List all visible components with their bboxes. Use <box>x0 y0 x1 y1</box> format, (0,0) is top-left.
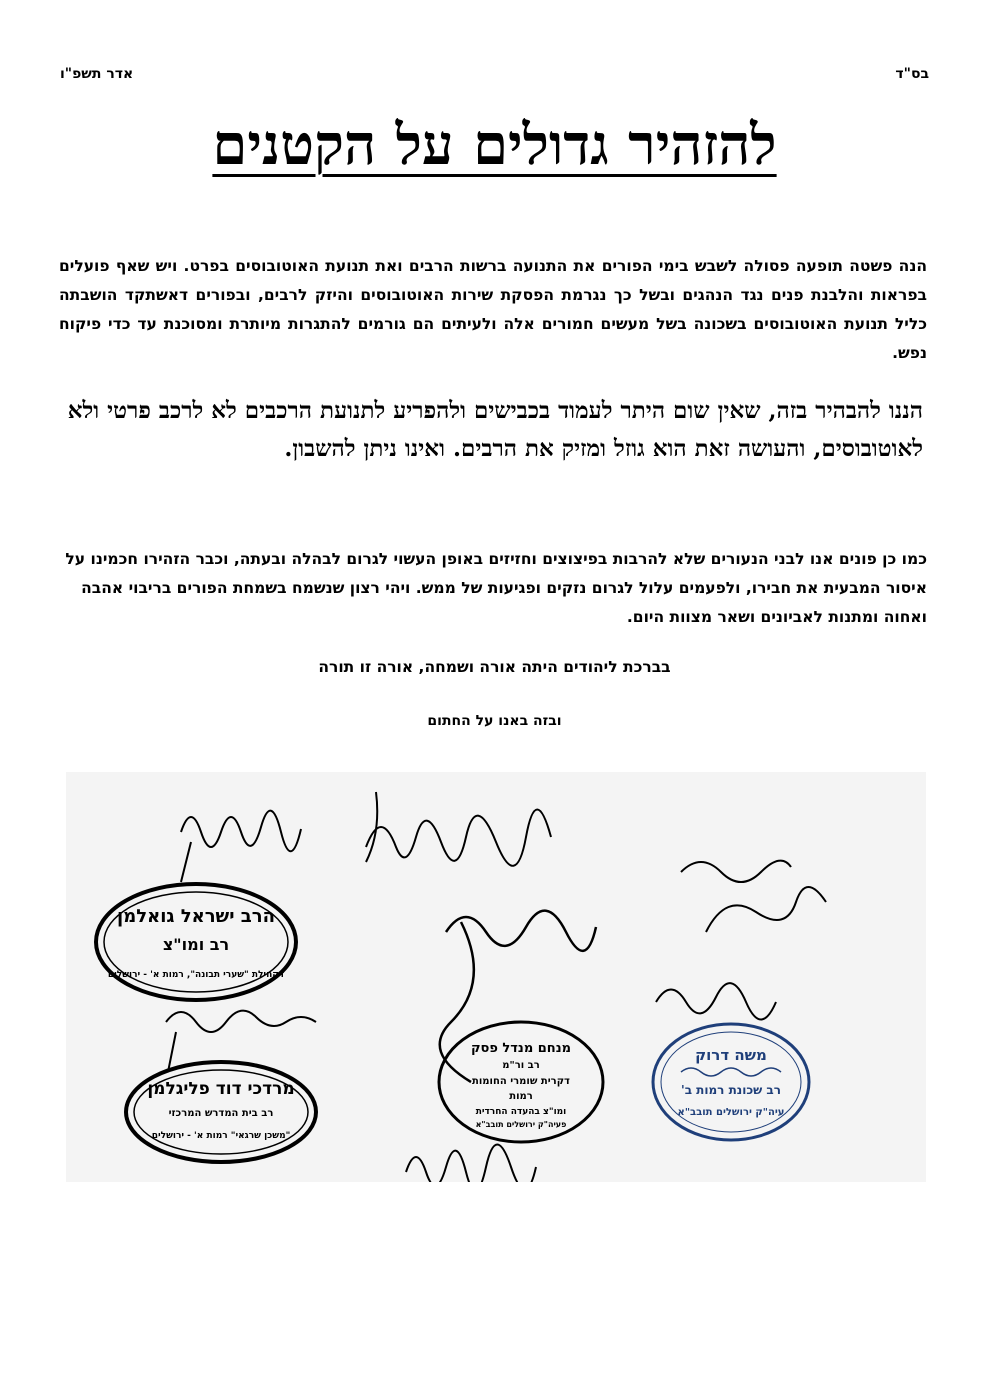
paragraph-intro <box>59 252 927 368</box>
page-title <box>0 112 989 179</box>
stamp-feiglman <box>126 1062 316 1162</box>
stamp-druk <box>653 1024 809 1140</box>
closing-blessing: בברכת ליהודים היתה אורה ושמחה, אורה זו תורה <box>318 658 671 676</box>
stamp2-name: מרדכי דוד פליגלמן <box>147 1079 295 1099</box>
signature-mid-right <box>656 983 776 1019</box>
stamp1-role: רב ומו"צ <box>162 935 230 954</box>
stamp2-community: "משכן שרגאי" רמות א' - ירושלים <box>151 1131 291 1141</box>
signature-top-center <box>366 792 551 866</box>
signature-center <box>440 911 596 1082</box>
stamp3-place: רמות <box>509 1091 533 1102</box>
stamp4-name: משה דרוק <box>695 1046 767 1064</box>
stamp3-name: מנחם מנדל פסק <box>470 1041 572 1056</box>
header-date: אדר תשפ"ו <box>60 66 134 82</box>
stamp3-extra1: ומו"צ בהעדה החרדית <box>475 1107 567 1117</box>
paragraph-intro-text: הנה פשטה תופעה פסולה לשבש בימי הפורים את התנועה ברשות הרבים ואת תנועת האוטובוסים בפרט. ויש שאף פועלים בפראות והלבנת פנים נגד הנהגים ובשל כך נגרמת הפסקת שירות האוטובוסים והיזק לרבים, ובפורים דאשתקד הושבתה כליל תנועת האוטובוסים בשכונה בשל מעשים חמורים אלה ולעיתים הם גורמים להתגרות מיותרת ומסוכנת <box>59 257 928 333</box>
stamp1-name: הרב ישראל גואלמן <box>117 906 275 927</box>
signature-top-left <box>181 811 301 882</box>
stamp3-extra2: פעיה"ק ירושלים תובב"א <box>475 1120 567 1129</box>
signoff-line: ובזה באנו על החתום <box>427 713 562 729</box>
stamp2-role: רב בית המדרש המרכזי <box>168 1108 274 1119</box>
stamp3-community: דקרית שומרי החומות <box>472 1076 570 1087</box>
signature-bottom <box>406 1145 536 1183</box>
signature-top-right <box>681 861 826 932</box>
header-bsd: בס"ד <box>895 66 929 82</box>
stamp3-role: רב ור"מ <box>502 1060 540 1071</box>
signatures-svg <box>66 772 926 1182</box>
stamp4-role: רב שכונת רמות ב' <box>681 1083 781 1097</box>
stamp-goelman <box>96 884 296 1000</box>
stamp1-community: דקהילת "שערי תבונה", רמות א' - ירושלים <box>107 970 285 980</box>
paragraph-main-warning: הננו להבהיר בזה, שאין שום היתר לעמוד בכבישים ולהפריע לתנועת הרכבים לא לרכב פרטי ולא לאוטובוסים, והעושה זאת הוא גוזל ומזיק את הרבים. ואינו ניתן להשבון. <box>67 397 923 462</box>
paragraph-appeal: כמו כן פונים אנו לבני הנעורים שלא להרבות בפיצוצים וחזיזים באופן העשוי לגרום לבהלה ובעתה, וכבר הזהירו חכמינו על איסור המבעית את חבירו, ולפעמים עלול לגרום נזקים ופגיעות של ממש. ויהי רצון שנשמח בשמחת הפורים בריבוי אהבה ואחוה ומתנות לאביונים ושאר מצוות היום. <box>65 550 927 626</box>
stamp-pesach <box>439 1022 603 1142</box>
stamp4-community: עיה"ק ירושלים תובב"א <box>677 1107 785 1118</box>
paragraph-intro-emphasis: עד כדי פיקוח נפש. <box>59 315 927 362</box>
signatures-area <box>66 772 926 1182</box>
page-title-text: להזהיר גדולים על הקטנים <box>212 112 777 178</box>
